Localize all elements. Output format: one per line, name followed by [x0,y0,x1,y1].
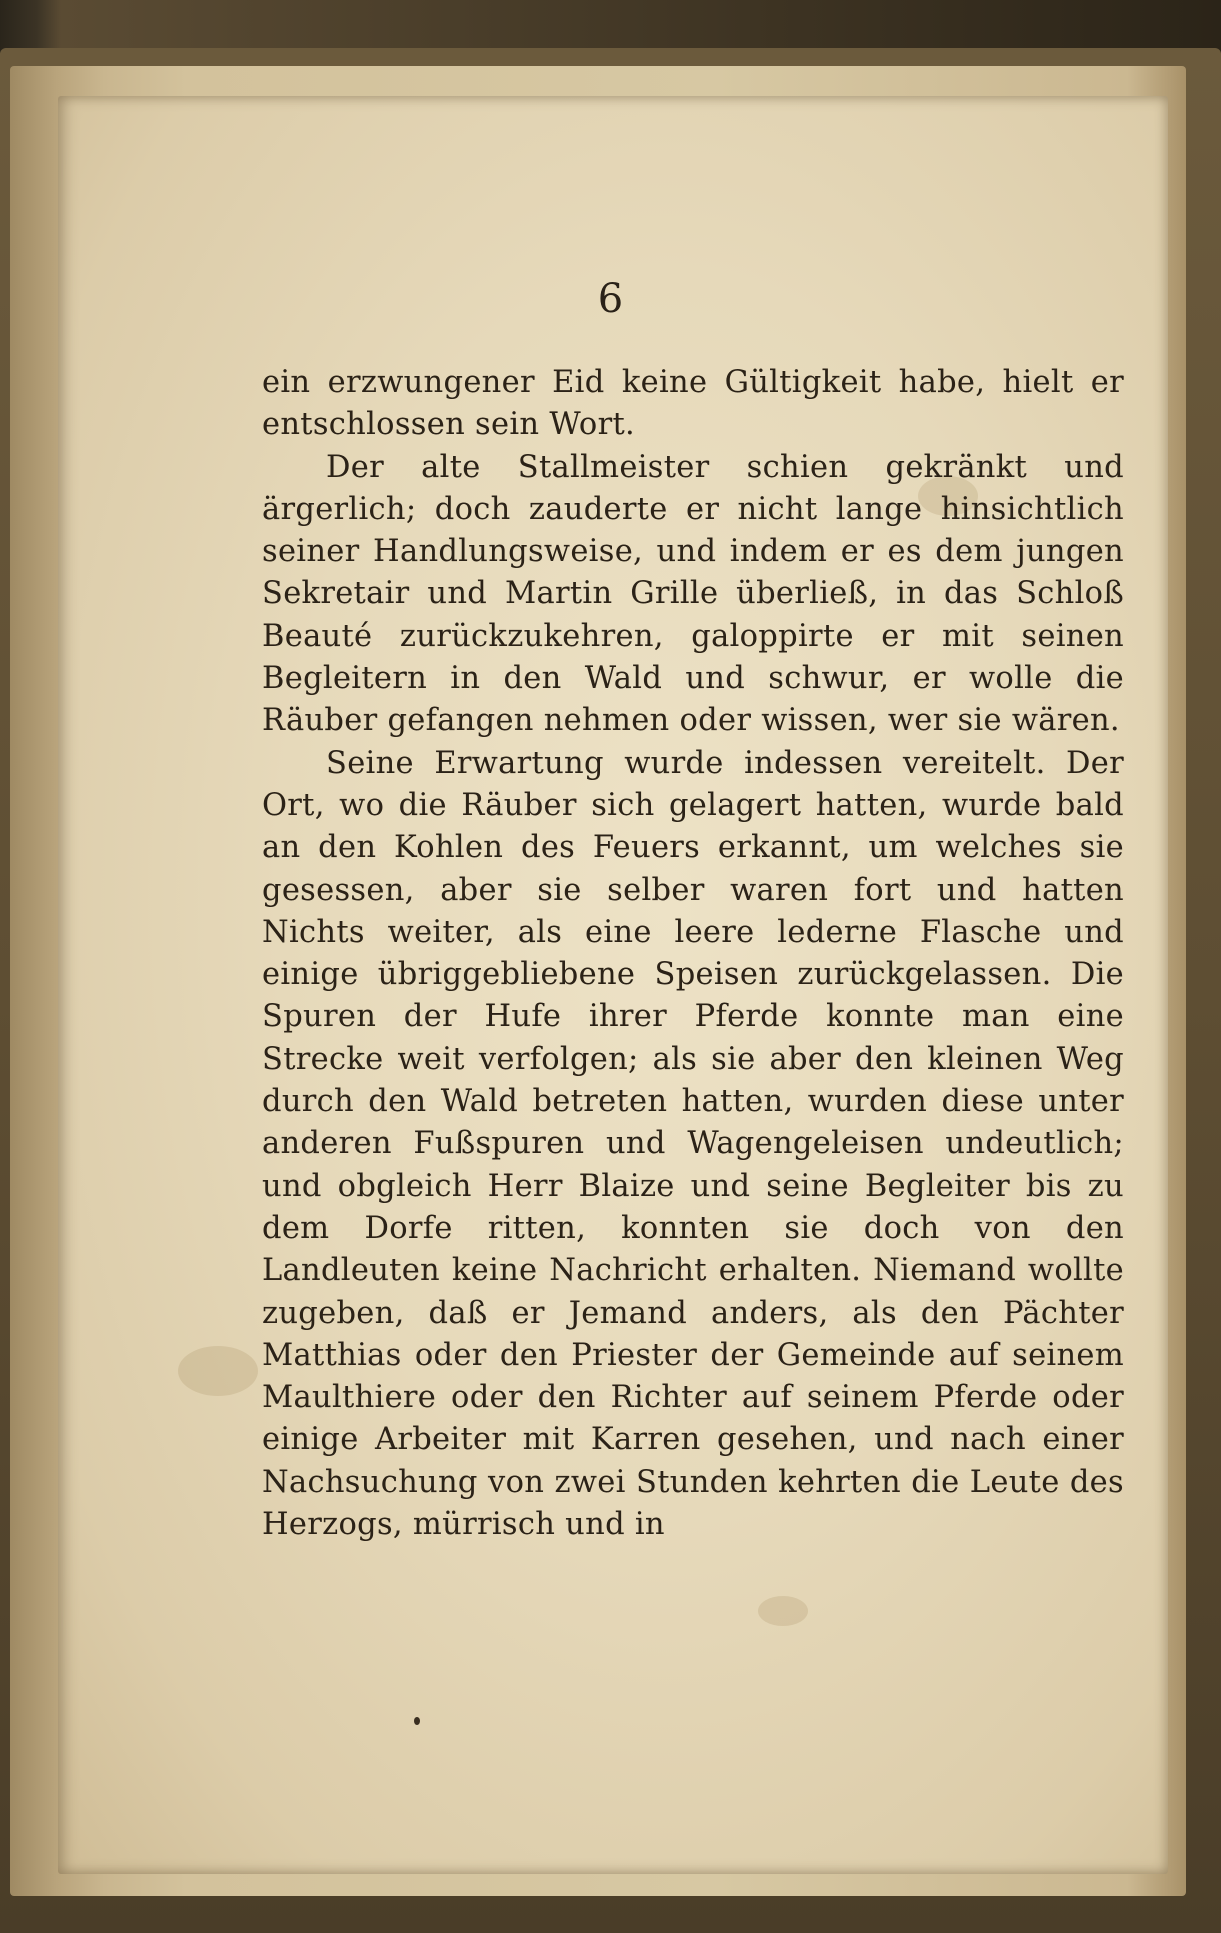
paper-stain [758,1596,808,1626]
body-text [262,362,1124,1546]
paragraph: Der alte Stallmeister schien gekränkt und ärgerlich; doch zauderte er nicht lange hinsichtlich seiner Handlungsweise, und indem er es dem jungen Sekretair und Martin Grille überließ, in das Schloß Beauté zurückzukehren, galoppirte er mit seinen Begleitern in den Wald und schwur, er wolle die Räuber gefangen nehmen oder wissen, wer sie wären. [262,449,1124,739]
paper-stain [178,1346,258,1396]
paragraph: ein erzwungener Eid keine Gültigkeit habe, hielt er entschlossen sein Wort. [262,365,1124,443]
paragraph: Seine Erwartung wurde indessen vereitelt. Der Ort, wo die Räuber sich gelagert hatten, wurde bald an den Kohlen des Feuers erkannt, um welches sie gesessen, aber sie selber waren fort und hatten Nichts weiter, als eine leere lederne Flasche und einige übriggebliebene Speisen zurückgelassen. Die Spuren der Hufe ihrer Pferde konnte man eine Strecke weit verfolgen; als sie aber den kleinen Weg durch den Wald betreten hatten, wurden diese unter anderen Fußspuren und Wagengeleisen undeutlich; und obgleich Herr Blaize und seine Begleiter bis zu dem Dorfe ritten, konnten sie doch von den Landleuten keine Nachricht erhalten. Niemand wollte zugeben, daß er Jemand anders, als den Pächter Matthias oder den Priester der Gemeinde auf seinem Maulthiere oder den Richter auf seinem Pferde oder einige Arbeiter mit Karren gesehen, und nach einer Nachsuchung von zwei Stunden kehrten die Leute des Herzogs, mürrisch und in [262,745,1124,1543]
ink-speck [414,1717,420,1725]
page-number: 6 [597,276,624,322]
